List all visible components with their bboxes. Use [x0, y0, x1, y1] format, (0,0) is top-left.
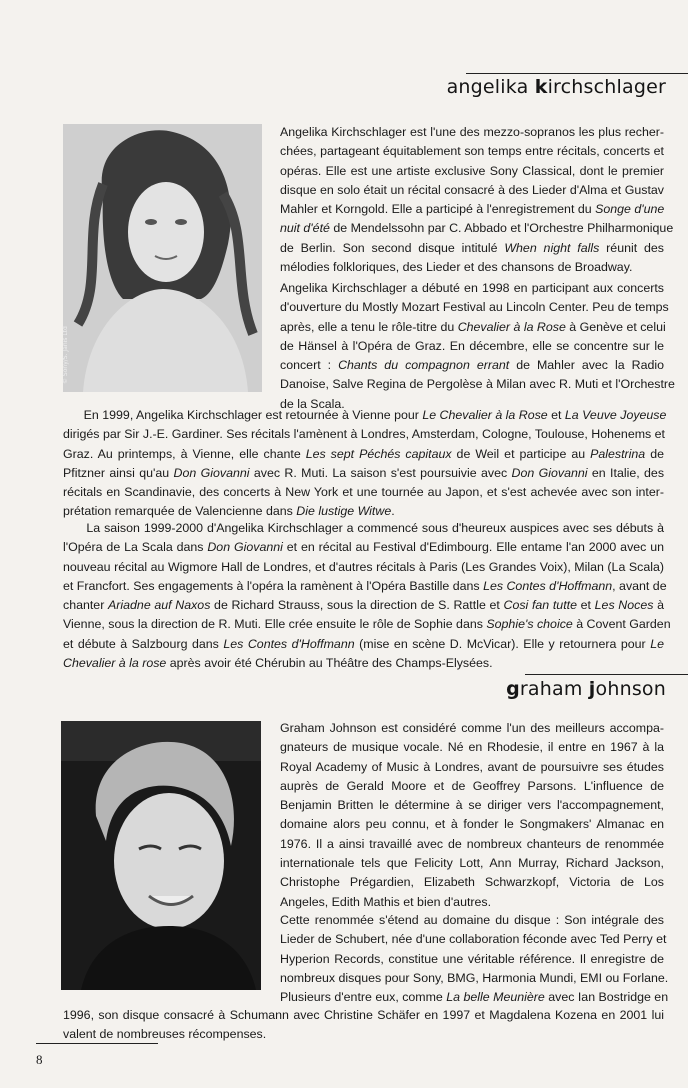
- heading-rule: [466, 73, 688, 74]
- bio-paragraph-1: Angelika Kirchschlager est l'une des mezzo-sopranos les plus recher- chées, partageant équitablement son temps entre récitals, concerts et opéras. Elle est une artiste exclusive Sony Classical, dont le premier disque en solo était un récital consacré à des Lieder d'Alma et Gustav Mahler et Korngold. Elle a participé à l'enregistrement du Songe d'une nuit d'été de Mendelssohn par C. Abbado et l'Orchestre Philharmonique de Berlin. Son second disque intitulé When night falls réunit des mélodies folkloriques, des Lieder et des chansons de Broadway.: [280, 125, 674, 275]
- artist-first-initial: g: [506, 678, 520, 700]
- heading-rule: [525, 674, 688, 675]
- bio-paragraph-2: Angelika Kirchschlager a débuté en 1998 en participant aux concerts d'ouverture du Mostly Mozart Festival au Lincoln Center. Peu de temps après, elle a tenu le rôle-titre du Chevalier à la Rose à Genève et celui de Hänsel à l'Opéra de Graz. En décembre, elle se concentre sur le concert : Chants du compagnon errant de Mahler avec la Radio Danoise, Salve Regina de Pergolèse à Milan avec R. Muti et l'Orchestre de la Scala.: [280, 281, 675, 411]
- bio-paragraph-2-continued: 1996, son disque consacré à Schumann avec Christine Schäfer en 1997 et Magdalena Kozena en 2001 lui valent de nombreuses récompenses.: [63, 1008, 664, 1042]
- footer-rule: [36, 1043, 158, 1044]
- portrait-illustration: [63, 124, 262, 392]
- photo-credit: © Sony/S. Janis Ltd: [62, 326, 69, 384]
- artist-last-name-rest: irchschlager: [547, 76, 666, 98]
- artist-first-name: angelika: [446, 76, 529, 98]
- page-number: 8: [36, 1052, 43, 1067]
- bio-paragraph-3: En 1999, Angelika Kirchschlager est retournée à Vienne pour Le Chevalier à la Rose et La Veuve Joyeuse dirigés par Sir J.-E. Gardiner. Ses récitals l'amènent à Londres, Amsterdam, Cologne, Toulouse, Hohenems et Graz. Au printemps, à Vienne, elle chante Les sept Péchés capitaux de Weil et participe au Palestrina de Pfitzner ainsi qu'au Don Giovanni avec R. Muti. La saison s'est poursuivie avec Don Giovanni en Italie, des récitals en Scandinavie, des concerts à New York et une tournée au Japon, et s'est achevée avec son inter- prétation remarquée de Valencienne dans Die lustige Witwe.: [63, 408, 667, 519]
- portrait-illustration: [61, 721, 261, 990]
- bio-paragraph-4: La saison 1999-2000 d'Angelika Kirchschlager a commencé sous d'heureux auspices avec ses débuts à l'Opéra de La Scala dans Don Giovanni et en récital au Festival d'Edimbourg. Elle entame l'an 2000 avec un nouveau récital au Wigmore Hall de Londres, et d'autres récitals à Paris (Les Grandes Voix), Milan (La Scala) et Francfort. Ses engagements à l'opéra la ramènent à l'Opéra Bastille dans Les Contes d'Hoffmann, avant de chanter Ariadne auf Naxos de Richard Strauss, sous la direction de S. Rattle et Cosi fan tutte et Les Noces à Vienne, sous la direction de R. Muti. Elle crée ensuite le rôle de Sophie dans Sophie's choice à Covent Garden et débute à Salzbourg dans Les Contes d'Hoffmann (mise en scène D. McVicar). Elle y retournera pour Le Chevalier à la rose après avoir été Chérubin au Théâtre des Champs-Elysées.: [63, 521, 671, 671]
- artist-last-initial: j: [588, 678, 596, 700]
- artist-name-heading: [506, 678, 666, 700]
- artist-portrait-photo: [63, 124, 262, 392]
- artist-name-heading: [447, 76, 666, 98]
- artist-last-initial: k: [534, 76, 548, 98]
- artist-portrait-photo: [61, 721, 261, 990]
- bio-paragraph-2: Cette renommée s'étend au domaine du disque : Son intégrale des Lieder de Schubert, née d'une collaboration féconde avec Ted Perry et Hyperion Records, constitue une véritable référence. Il enregistre de nombreux disques pour Sony, BMG, Harmonia Mundi, EMI ou Forlane. Plusieurs d'entre eux, comme La belle Meunière avec Ian Bostridge en: [280, 913, 669, 1005]
- artist-last-name-rest: ohnson: [595, 678, 666, 700]
- artist-first-name-rest: raham: [519, 678, 583, 700]
- bio-paragraph-1: Graham Johnson est considéré comme l'un des meilleurs accompa- gnateurs de musique vocale. Né en Rhodesie, il entre en 1967 à la Royal Academy of Music à Londres, avant de poursuivre ses études auprès de Gerald Moore et de Geoffrey Parsons. L'influence de Benjamin Britten le détermine à se diriger vers l'accompagnement, domaine alors peu connu, et à fonder le Songmakers' Almanac en 1976. Il a ainsi travaillé avec de nombreux chanteurs de renommée internationale tels que Felicity Lott, Ann Murray, Richard Jackson, Christophe Prégardien, Elizabeth Schwarzkopf, Victoria de Los Angeles, Edith Mathis et bien d'autres.: [280, 721, 664, 909]
